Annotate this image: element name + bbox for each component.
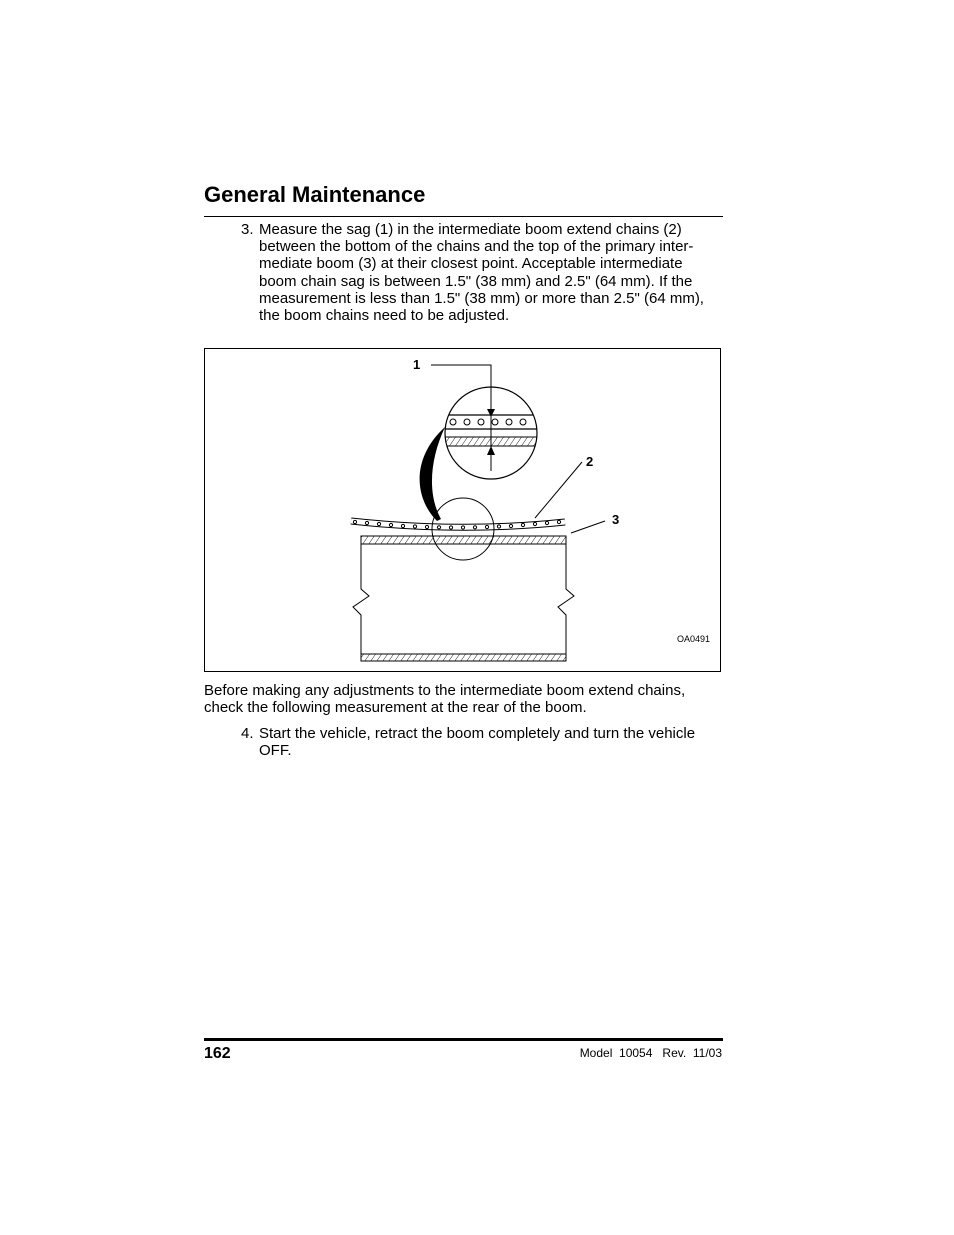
leader-1 [431, 365, 491, 389]
callout-2: 2 [586, 454, 594, 469]
chain-sag-diagram [205, 349, 722, 673]
boom-right-wall [558, 544, 574, 654]
step-3 [241, 221, 723, 324]
body-paragraph: Before making any adjustments to the intermediate boom extend chains, check the following measurement at the rear of the boom. [204, 682, 686, 717]
page-number: 162 [204, 1045, 231, 1062]
boom-extend-chain [351, 520, 565, 529]
title-rule [204, 216, 723, 217]
step-4 [241, 725, 723, 759]
step-text: Measure the sag (1) in the intermediate boom extend chains (2) between the bottom of the chains and the top of the primary inter-mediate boom (3) at their closest point. Acceptable intermediate boom chain sag is between 1.5" (38 mm) and 2.5" (64 mm). If the measurement is less than 1.5" (38 mm) or more than 2.5" (64 mm), the boom chains need to be adjusted. [259, 221, 704, 325]
step-number: 4. [241, 725, 254, 742]
boom-chain-sag-figure [204, 348, 721, 672]
footer-rule [204, 1038, 723, 1041]
boom-top-plate [361, 536, 566, 544]
callout-3: 3 [612, 512, 620, 527]
boom-bottom-plate [361, 654, 566, 661]
step-number: 3. [241, 221, 254, 238]
footer-model-rev: Model 10054 Rev. 11/03 [579, 1046, 722, 1060]
leader-2 [535, 462, 582, 518]
step-text: Start the vehicle, retract the boom completely and turn the vehicle OFF. [259, 725, 696, 760]
callout-1: 1 [413, 357, 421, 372]
leader-3 [571, 521, 605, 533]
boom-left-wall [353, 544, 369, 654]
section-title: General Maintenance [204, 182, 426, 207]
figure-id: OA0491 [677, 634, 711, 644]
